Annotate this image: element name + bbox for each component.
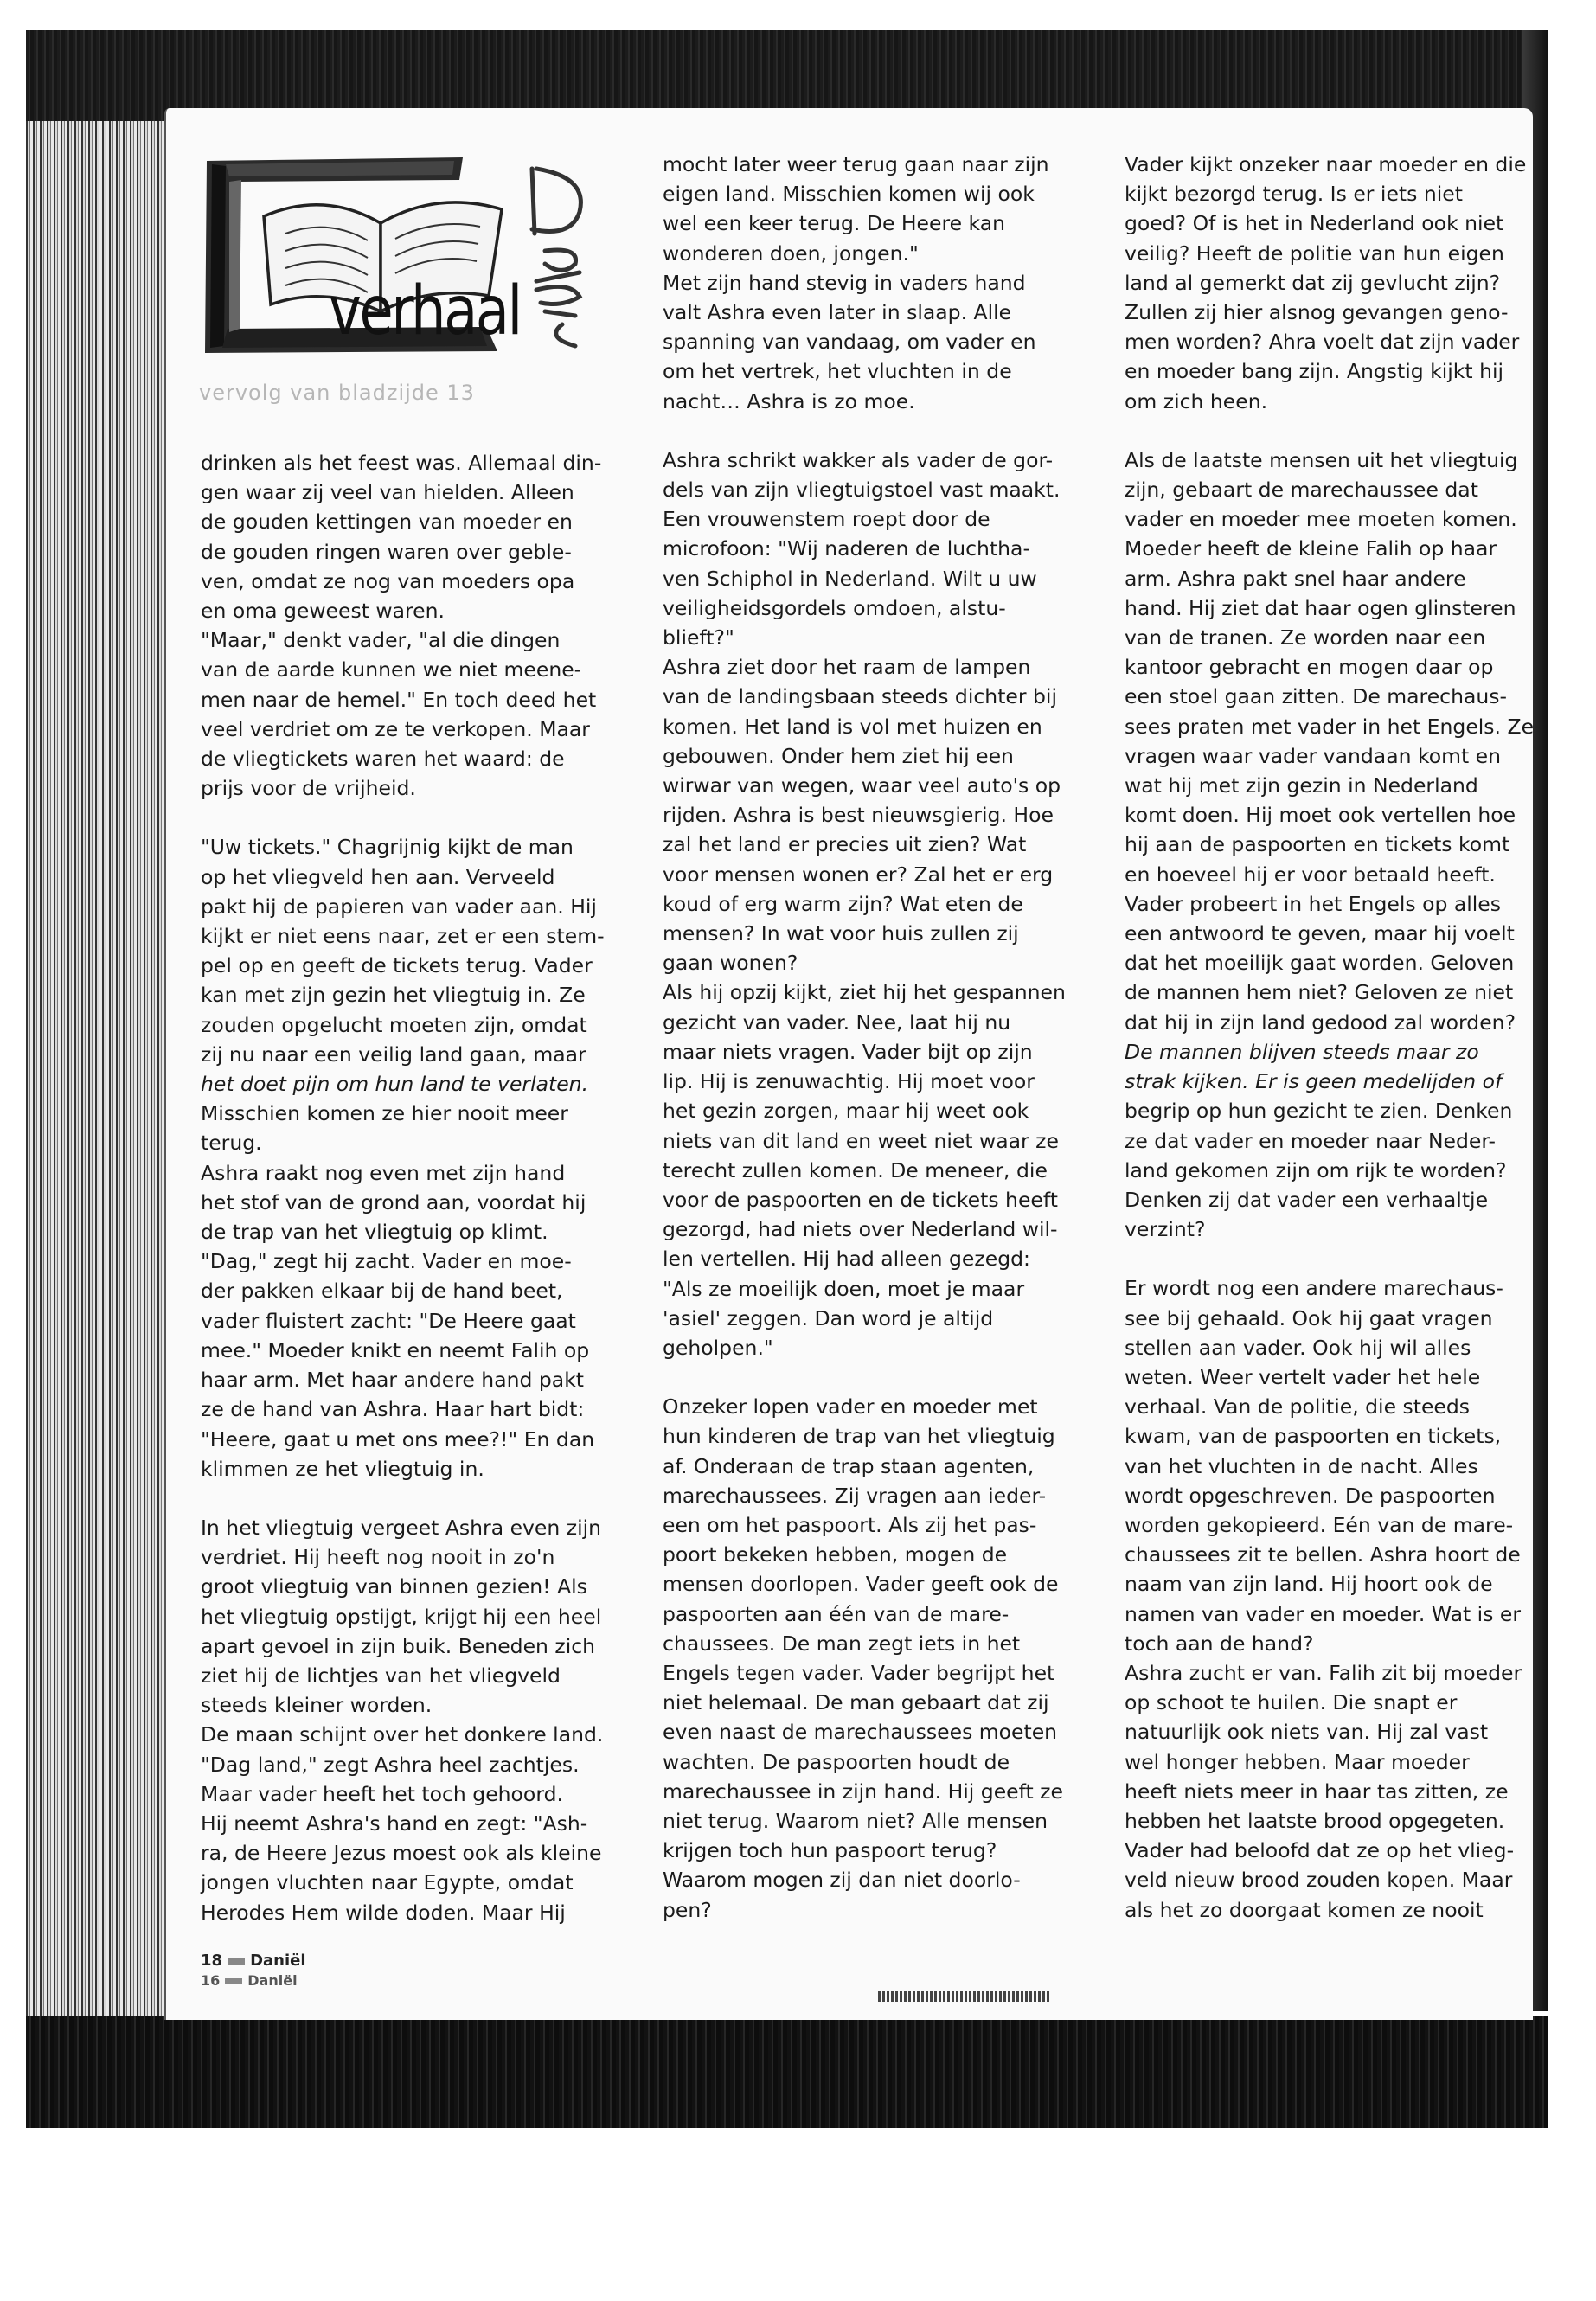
text-line: zij nu naar een veilig land gaan, maar [201,1042,586,1067]
text-line: Misschien komen ze hier nooit meer [201,1101,568,1126]
text-line: "Dag," zegt hij zacht. Vader en moe- [201,1249,572,1274]
text-line: niets van dit land en weet niet waar ze [663,1128,1059,1153]
text-line: microfoon: "Wij naderen de luchtha- [663,536,1030,561]
text-line: kan met zijn gezin het vliegtuig in. Ze [201,983,586,1008]
text-line: kijkt bezorgd terug. Is er iets niet [1125,182,1463,207]
text-line: zal het land er precies uit zien? Wat [663,832,1027,857]
text-line: gaan wonen? [663,951,798,976]
text-line: rijden. Ashra is best nieuwsgierig. Hoe [663,803,1054,828]
text-line: om zich heen. [1125,388,1268,413]
text-line: Waarom mogen zij dan niet doorlo- [663,1868,1021,1893]
text-line: men worden? Ahra voelt dat zijn vader [1125,330,1520,355]
text-line: de gouden kettingen van moeder en [201,510,573,535]
text-line: Vader kijkt onzeker naar moeder en die [1125,152,1527,176]
text-line: Met zijn hand stevig in vaders hand [663,270,1026,295]
text-line: van de tranen. Ze worden naar een [1125,625,1486,651]
text-line: Moeder heeft de kleine Falih op haar [1125,536,1497,561]
text-line: veiligheidsgordels omdoen, alstu- [663,595,1006,620]
text-line [1125,1244,1534,1273]
text-line: op het vliegveld hen aan. Verveeld [201,864,555,889]
text-line: strak kijken. Er is geen medelijden of [1125,1069,1503,1094]
text-line: niet helemaal. De man gebaart dat zij [663,1690,1049,1715]
text-line: af. Onderaan de trap staan agenten, [663,1453,1035,1478]
text-line: wat hij met zijn gezin in Nederland [1125,773,1478,798]
text-line: "Maar," denkt vader, "al die dingen [201,628,561,653]
text-line: "Uw tickets." Chagrijnig kijkt de man [201,835,574,860]
text-line: drinken als het feest was. Allemaal din- [201,451,602,475]
binding-stripe [878,1991,1051,2002]
text-line: worden gekopieerd. Eén van de mare- [1125,1512,1514,1537]
text-line: apart gevoel in zijn buik. Beneden zich [201,1633,596,1658]
story-title: verhaal [329,272,521,350]
text-line: Onzeker lopen vader en moeder met [663,1394,1038,1420]
magazine-name: Daniël [250,1952,306,1970]
text-line: en oma geweest waren. [201,599,445,624]
text-line: prijs voor de vrijheid. [201,776,416,801]
text-line: gezicht van vader. Nee, laat hij nu [663,1009,1011,1035]
text-line: hun kinderen de trap van het vliegtuig [663,1424,1055,1449]
text-line: mee." Moeder knikt en neemt Falih op [201,1337,590,1362]
text-line: een om het paspoort. Als zij het pas- [663,1512,1037,1537]
text-line: pakt hij de papieren van vader aan. Hij [201,894,597,919]
text-line: even naast de marechaussees moeten [663,1720,1058,1745]
text-line: Maar vader heeft het toch gehoord. [201,1781,563,1806]
text-line: op schoot te huilen. Die snapt er [1125,1690,1458,1715]
bleed-magazine-name: Daniël [247,1972,298,1989]
text-line: pen? [663,1897,712,1922]
text-line: vader en moeder mee moeten komen. [1125,507,1517,532]
text-line: wel een keer terug. De Heere kan [663,211,1006,236]
text-line [201,803,605,832]
text-line: mocht later weer terug gaan naar zijn [663,152,1049,176]
text-line: spanning van vandaag, om vader en [663,330,1036,355]
text-line: 'asiel' zeggen. Dan word je altijd [663,1305,994,1330]
text-line: Ashra schrikt wakker als vader de gor- [663,447,1054,472]
text-line: verzint? [1125,1217,1206,1242]
text-line: der pakken elkaar bij de hand beet, [201,1279,563,1304]
text-line: veel verdriet om ze te verkopen. Maar [201,716,590,741]
text-line: ra, de Heere Jezus moest ook als kleine [201,1841,602,1866]
text-line: Ashra zucht er van. Falih zit bij moeder [1125,1660,1522,1685]
scan-border-bottom [26,2016,1548,2128]
text-line: koud of erg warm zijn? Wat eten de [663,891,1023,916]
text-line: Ashra raakt nog even met zijn hand [201,1160,566,1185]
text-line: en moeder bang zijn. Angstig kijkt hij [1125,359,1504,384]
text-line: klimmen ze het vliegtuig in. [201,1456,484,1481]
text-line: de gouden ringen waren over geble- [201,539,572,564]
text-line: terug. [201,1131,262,1156]
text-line [663,1362,1066,1392]
text-line: vragen waar vader vandaan komt en [1125,743,1502,768]
text-line: het vliegtuig opstijgt, krijgt hij een heel [201,1604,602,1629]
book-page-edges [26,121,164,2024]
page-number: 18 [201,1952,223,1970]
text-line: ven Schiphol in Nederland. Wilt u uw [663,566,1037,591]
text-line: arm. Ashra pakt snel haar andere [1125,566,1466,591]
text-line: heeft niets meer in haar tas zitten, ze [1125,1779,1509,1804]
text-line: Als de laatste mensen uit het vliegtuig [1125,447,1518,472]
text-line: nacht… Ashra is zo moe. [663,388,915,413]
text-line: en hoeveel hij er voor betaald heeft. [1125,862,1496,887]
text-line: see bij gehaald. Ook hij gaat vragen [1125,1305,1493,1330]
text-line: Vader probeert in het Engels op alles [1125,891,1501,916]
text-line: zijn, gebaart de marechaussee dat [1125,478,1478,503]
text-line: dat het moeilijk gaat worden. Geloven [1125,951,1515,976]
text-line: naam van zijn land. Hij hoort ook de [1125,1572,1493,1597]
text-line: ze de hand van Ashra. Haar hart bidt: [201,1397,585,1422]
text-line: terecht zullen komen. De meneer, die [663,1157,1048,1183]
text-line: maar niets vragen. Vader bijt op zijn [663,1039,1033,1064]
text-line: ven, omdat ze nog van moeders opa [201,568,575,593]
text-line: verhaal. Van de politie, die steeds [1125,1394,1471,1420]
text-line [1125,416,1534,445]
text-line: Hij neemt Ashra's hand en zegt: "Ash- [201,1811,588,1836]
text-line: blieft?" [663,625,734,651]
text-line: hand. Hij ziet dat haar ogen glinsteren [1125,595,1516,620]
text-line: pel op en geeft de tickets terug. Vader [201,953,593,978]
text-line: sees praten met vader in het Engels. Ze [1125,714,1535,739]
text-line: wirwar van wegen, waar veel auto's op [663,773,1061,798]
text-line: steeds kleiner worden. [201,1693,433,1718]
text-line: Vader had beloofd dat ze op het vlieg- [1125,1838,1515,1863]
text-line: Ashra ziet door het raam de lampen [663,655,1031,680]
text-line: Herodes Hem wilde doden. Maar Hij [201,1900,566,1925]
text-line: de vliegtickets waren het waard: de [201,747,565,772]
text-line: niet terug. Waarom niet? Alle mensen [663,1808,1048,1833]
text-line: land al gemerkt dat zij gevlucht zijn? [1125,270,1501,295]
bleed-through-footer [201,1972,298,1989]
text-line: namen van vader en moeder. Wat is er [1125,1601,1522,1626]
magazine-signature-logo [510,151,614,359]
text-line: marechaussee in zijn hand. Hij geeft ze [663,1779,1063,1804]
text-line: jongen vluchten naar Egypte, omdat [201,1870,574,1895]
text-line: land gekomen zijn om rijk te worden? [1125,1157,1507,1183]
text-line: veld nieuw brood zouden kopen. Maar [1125,1868,1513,1893]
text-line: zouden opgelucht moeten zijn, omdat [201,1012,587,1037]
text-line: wordt opgeschreven. De paspoorten [1125,1483,1496,1508]
text-line: "Heere, gaat u met ons mee?!" En dan [201,1426,595,1452]
text-line: eigen land. Misschien komen wij ook [663,182,1035,207]
text-column-3 [1125,150,1534,1925]
text-line: haar arm. Met haar andere hand pakt [201,1368,585,1393]
text-line: begrip op hun gezicht te zien. Denken [1125,1099,1513,1124]
text-line: marechaussees. Zij vragen aan ieder- [663,1483,1047,1508]
text-line: len vertellen. Hij had alleen gezegd: [663,1247,1030,1272]
text-line: Zullen zij hier alsnog gevangen geno- [1125,300,1509,325]
text-line: natuurlijk ook niets van. Hij zal vast [1125,1720,1489,1745]
text-line: wel honger hebben. Maar moeder [1125,1749,1470,1774]
text-line: paspoorten aan één van de mare- [663,1601,1010,1626]
text-line: gen waar zij veel van hielden. Alleen [201,480,574,505]
continued-from-label: vervolg van bladzijde 13 [199,381,475,405]
text-line: lip. Hij is zenuwachtig. Hij moet voor [663,1069,1035,1094]
text-line: het stof van de grond aan, voordat hij [201,1189,586,1215]
text-line: In het vliegtuig vergeet Ashra even zijn [201,1515,602,1540]
text-line: de trap van het vliegtuig op klimt. [201,1220,548,1245]
text-line: verdriet. Hij heeft nog nooit in zo'n [201,1545,555,1570]
text-line: wonderen doen, jongen." [663,240,919,266]
text-line: voor mensen wonen er? Zal het er erg [663,862,1054,887]
footer-separator [228,1958,245,1965]
text-line: vader fluistert zacht: "De Heere gaat [201,1308,576,1333]
text-line: komen. Het land is vol met huizen en [663,714,1042,739]
text-line: voor de paspoorten en de tickets heeft [663,1187,1058,1212]
text-line: een antwoord te geven, maar hij voelt [1125,921,1515,946]
text-line: van de aarde kunnen we niet meene- [201,657,582,683]
text-line: mensen? In wat voor huis zullen zij [663,921,1019,946]
text-line: als het zo doorgaat komen ze nooit [1125,1897,1484,1922]
text-line: valt Ashra even later in slaap. Alle [663,300,1012,325]
text-line: Denken zij dat vader een verhaaltje [1125,1187,1489,1212]
text-line: mensen doorlopen. Vader geeft ook de [663,1572,1059,1597]
text-line: hebben het laatste brood opgegeten. [1125,1808,1505,1833]
text-line: goed? Of is het in Nederland ook niet [1125,211,1504,236]
text-line: veilig? Heeft de politie van hun eigen [1125,240,1504,266]
text-line: stellen aan vader. Ook hij wil alles [1125,1335,1471,1360]
text-line: ze dat vader en moeder naar Neder- [1125,1128,1497,1153]
text-line: Als hij opzij kijkt, ziet hij het gespannen [663,980,1066,1005]
text-line: het gezin zorgen, maar hij weet ook [663,1099,1029,1124]
text-line: een stoel gaan zitten. De marechaus- [1125,684,1507,709]
text-line [663,416,1066,445]
text-line: om het vertrek, het vluchten in de [663,359,1012,384]
text-line [201,1484,605,1513]
text-line: wachten. De paspoorten houdt de [663,1749,1010,1774]
page-footer [201,1952,306,1970]
bleed-footer-separator [225,1978,242,1984]
text-line: De mannen blijven steeds maar zo [1125,1039,1479,1064]
text-line: poort bekeken hebben, mogen de [663,1542,1008,1567]
text-line: toch aan de hand? [1125,1631,1314,1656]
text-line: hij aan de paspoorten en tickets komt [1125,832,1510,857]
text-line: kantoor gebracht en mogen daar op [1125,655,1494,680]
text-line: Engels tegen vader. Vader begrijpt het [663,1660,1055,1685]
text-line: van de landingsbaan steeds dichter bij [663,684,1057,709]
text-line: van het vluchten in de nacht. Alles [1125,1453,1478,1478]
text-line: het doet pijn om hun land te verlaten. [201,1072,589,1097]
text-line: geholpen." [663,1335,773,1360]
text-line: kijkt er niet eens naar, zet er een stem- [201,924,605,949]
text-line: krijgen toch hun paspoort terug? [663,1838,997,1863]
text-line: Een vrouwenstem roept door de [663,507,990,532]
text-line: men naar de hemel." En toch deed het [201,687,597,712]
bleed-page-number: 16 [201,1972,221,1989]
text-line: weten. Weer vertelt vader het hele [1125,1364,1481,1389]
text-line: De maan schijnt over het donkere land. [201,1722,604,1747]
text-line: dels van zijn vliegtuigstoel vast maakt. [663,478,1061,503]
text-line: komt doen. Hij moet ook vertellen hoe [1125,803,1516,828]
text-line: "Dag land," zegt Ashra heel zachtjes. [201,1752,580,1777]
text-line: Er wordt nog een andere marechaus- [1125,1276,1503,1301]
text-column-2 [663,150,1066,1925]
text-column-1 [201,448,605,1927]
text-line: ziet hij de lichtjes van het vliegveld [201,1663,561,1688]
text-line: "Als ze moeilijk doen, moet je maar [663,1276,1025,1301]
text-line: de mannen hem niet? Geloven ze niet [1125,980,1514,1005]
text-line: chaussees. De man zegt iets in het [663,1631,1021,1656]
text-line: dat hij in zijn land gedood zal worden? [1125,1009,1516,1035]
text-line: gebouwen. Onder hem ziet hij een [663,743,1014,768]
text-line: kwam, van de paspoorten en tickets, [1125,1424,1502,1449]
text-line: gezorgd, had niets over Nederland wil- [663,1217,1058,1242]
text-line: chaussees zit te bellen. Ashra hoort de [1125,1542,1521,1567]
text-line: groot vliegtuig van binnen gezien! Als [201,1574,587,1599]
